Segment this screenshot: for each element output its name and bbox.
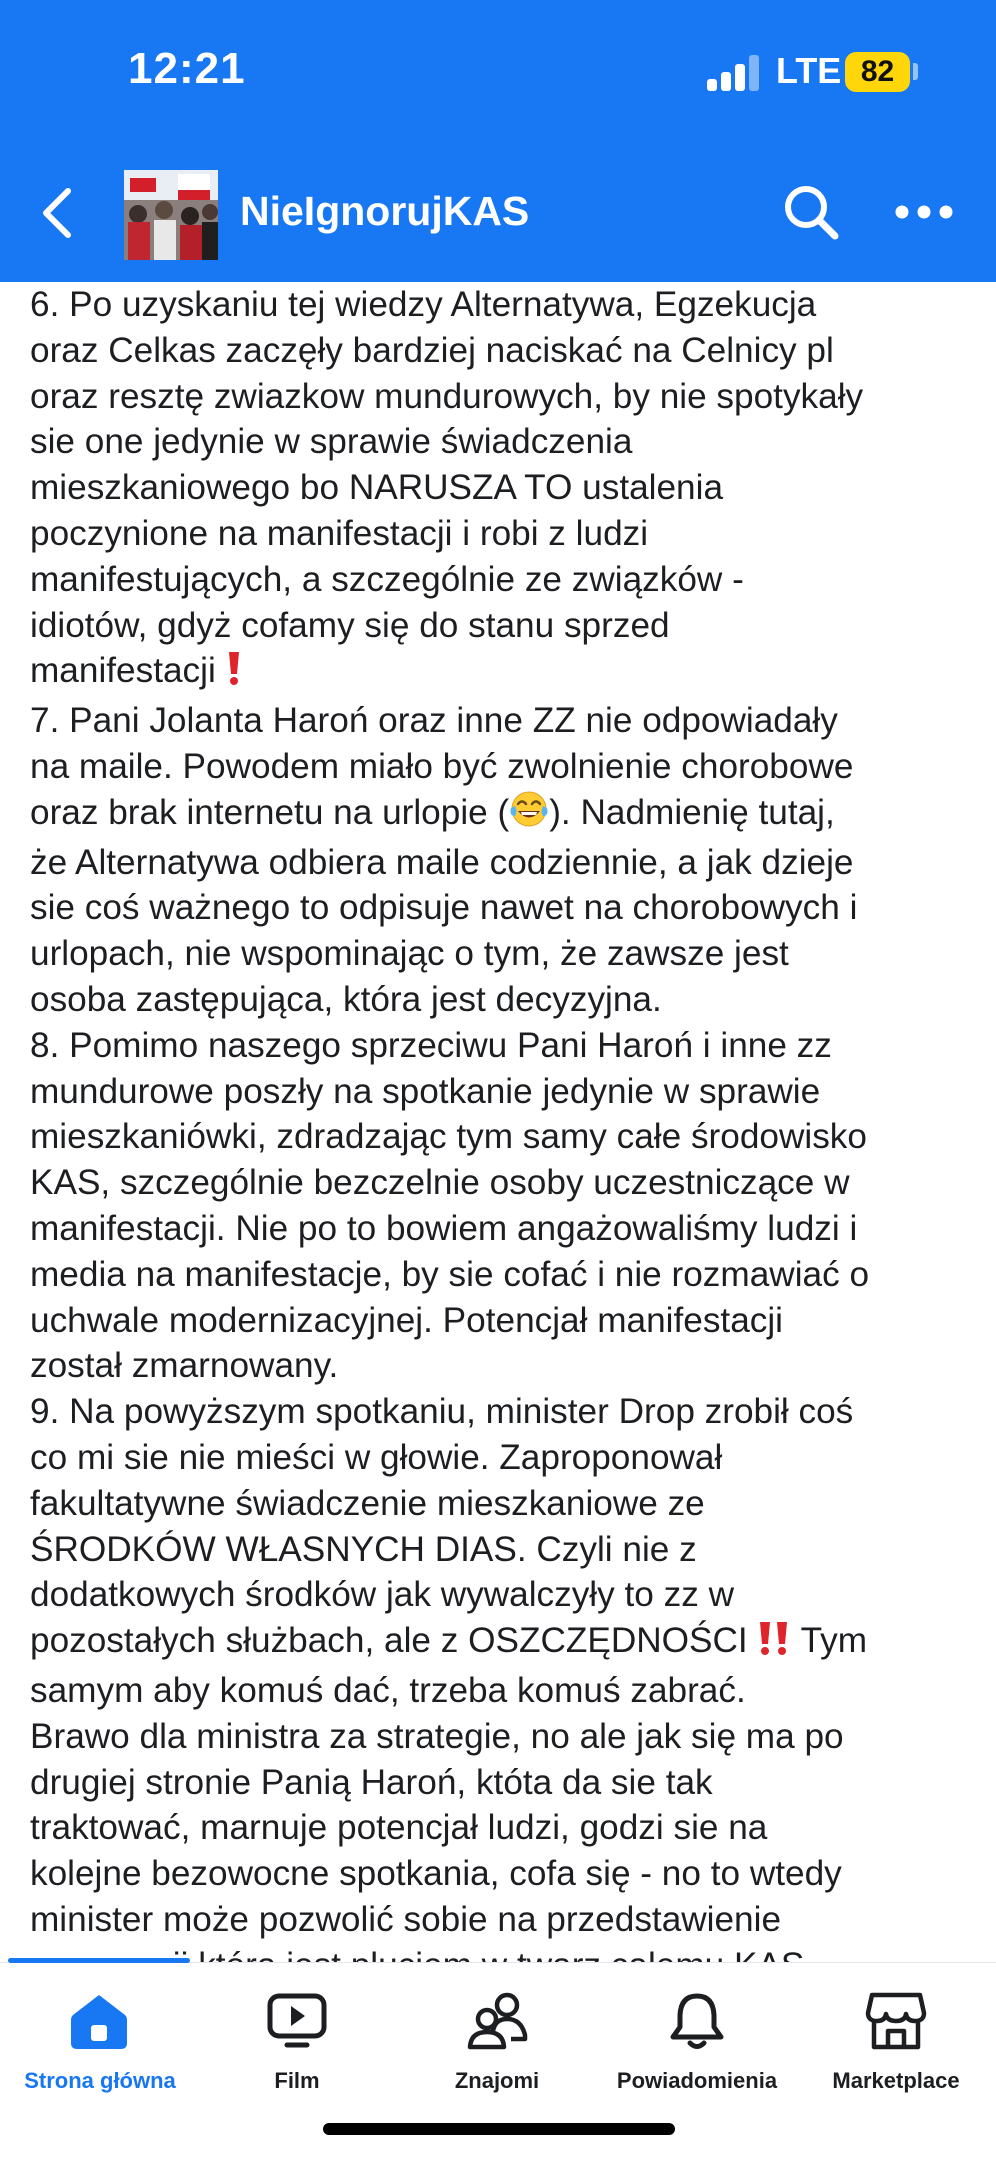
network-type: LTE [776, 50, 842, 91]
post-line: mieszkaniówki, zdradzając tym samy całe środowisko [30, 1117, 867, 1157]
post-line: drugiej stronie Panią Haroń, któta da sie tak [30, 1762, 713, 1802]
back-button[interactable] [34, 183, 84, 243]
signal-icon [707, 55, 757, 91]
tab-label: Film [274, 2068, 320, 2093]
tab-notifications[interactable] [597, 1963, 797, 2103]
post-line-text: manifestacji [30, 651, 226, 691]
tab-label: Znajomi [454, 2068, 540, 2093]
status-time: 12:21 [128, 44, 246, 93]
post-line: traktować, marnuje potencjał ludzi, godzi sie na [30, 1808, 768, 1848]
search-icon [781, 182, 841, 242]
post-line: sie coś ważnego to odpisuje nawet na chorobowych i [30, 888, 858, 928]
post-line: dodatkowych środków jak wywalczyły to zz w [30, 1575, 734, 1615]
post-line: media na manifestacje, by sie cofać i nie rozmawiać o [30, 1254, 870, 1294]
more-horizontal-icon [895, 204, 953, 220]
post-line: co mi sie nie mieści w głowie. Zaproponował [30, 1437, 723, 1477]
post-line: kolejne bezowocne spotkania, cofa się - no to wtedy [30, 1854, 842, 1894]
post-line: manifestacji. Nie po to bowiem angażowaliśmy ludzi i [30, 1208, 858, 1248]
post-line: na maile. Powodem miało być zwolnienie chorobowe [30, 746, 854, 786]
tab-label: Powiadomienia [616, 2068, 778, 2093]
post-line: samym aby komuś dać, trzeba komuś zabrać. [30, 1670, 746, 1710]
post-line: 7. Pani Jolanta Haroń oraz inne ZZ nie odpowiadały [30, 701, 838, 741]
avatar-image [124, 170, 218, 260]
tab-label: Marketplace [832, 2068, 960, 2093]
battery-tip [913, 63, 918, 80]
post-line: urlopach, nie wspominając o tym, że zawsze jest [30, 934, 789, 974]
post-line: sie one jedynie w sprawie świadczenia [30, 422, 633, 462]
post-line [30, 648, 980, 698]
home-indicator [323, 2123, 675, 2135]
post-line: został zmarnowany. [30, 1346, 339, 1386]
tab-friends[interactable] [397, 1963, 597, 2103]
post-line: idiotów, gdyż cofamy się do stanu sprzed [30, 605, 670, 645]
red-double-exclamation-icon [757, 1620, 791, 1668]
post-line-text: ). Nadmienię tutaj, [549, 792, 835, 832]
tab-home[interactable] [0, 1963, 200, 2103]
battery-level: 82 [845, 52, 910, 92]
friends-icon [467, 1991, 529, 2051]
tab-marketplace[interactable] [796, 1963, 996, 2103]
post-line [30, 790, 980, 840]
post-line: mundurowe poszły na spotkanie jedynie w sprawie [30, 1071, 821, 1111]
post-line: KAS, szczególnie bezczelnie osoby uczestniczące w [30, 1163, 850, 1203]
post-line: 9. Na powyższym spotkaniu, minister Drop zrobił coś [30, 1392, 854, 1432]
marketplace-icon [866, 1991, 926, 2051]
search-button[interactable] [781, 182, 841, 242]
tab-video[interactable] [197, 1963, 397, 2103]
post-line: uchwale modernizacyjnej. Potencjał manifestacji [30, 1300, 783, 1340]
post-line: 8. Pomimo naszego sprzeciwu Pani Haroń i inne zz [30, 1025, 832, 1065]
post-line-text: Tym [791, 1621, 868, 1661]
post-line: fakultatywne świadczenie mieszkaniowe ze [30, 1483, 705, 1523]
post-text [30, 282, 980, 1962]
post-line: oraz Celkas zaczęły bardziej naciskać na Celnicy pl [30, 330, 834, 370]
chevron-left-icon [34, 183, 84, 243]
app-header [0, 0, 996, 282]
post-line: osoba zastępująca, która jest decyzyjna. [30, 979, 662, 1019]
post-line: oraz resztę zwiazkow mundurowych, by nie spotykały [30, 376, 864, 416]
post-line: 6. Po uzyskaniu tej wiedzy Alternatywa, Egzekucja [30, 285, 817, 324]
tab-label: Strona główna [24, 2068, 176, 2093]
more-button[interactable] [895, 204, 953, 220]
video-icon [267, 1991, 327, 2051]
laughing-tears-emoji [509, 790, 549, 840]
post-line: mieszkaniowego bo NARUSZA TO ustalenia [30, 468, 724, 508]
post-line: poczynione na manifestacji i robi z ludzi [30, 513, 649, 553]
bell-icon [667, 1991, 727, 2051]
post-line: że Alternatywa odbiera maile codziennie, a jak dzieje [30, 842, 854, 882]
home-icon [70, 1991, 128, 2051]
page-title[interactable]: NieIgnorujKAS [240, 188, 530, 234]
post-line: ŚRODKÓW WŁASNYCH DIAS. Czyli nie z [30, 1529, 697, 1569]
post-line: Brawo dla ministra za strategie, no ale jak się ma po [30, 1716, 844, 1756]
post-line-text: oraz brak internetu na urlopie ( [30, 792, 510, 832]
red-exclamation-icon [226, 650, 242, 698]
page-avatar[interactable] [124, 170, 218, 260]
post-line [30, 1618, 980, 1668]
post-line: manifestujących, a szczególnie ze związków - [30, 559, 744, 599]
post-line-text: pozostałych służbach, ale z OSZCZĘDNOŚCI [30, 1621, 758, 1661]
post-line: minister może pozwolić sobie na przedstawienie [30, 1899, 782, 1939]
